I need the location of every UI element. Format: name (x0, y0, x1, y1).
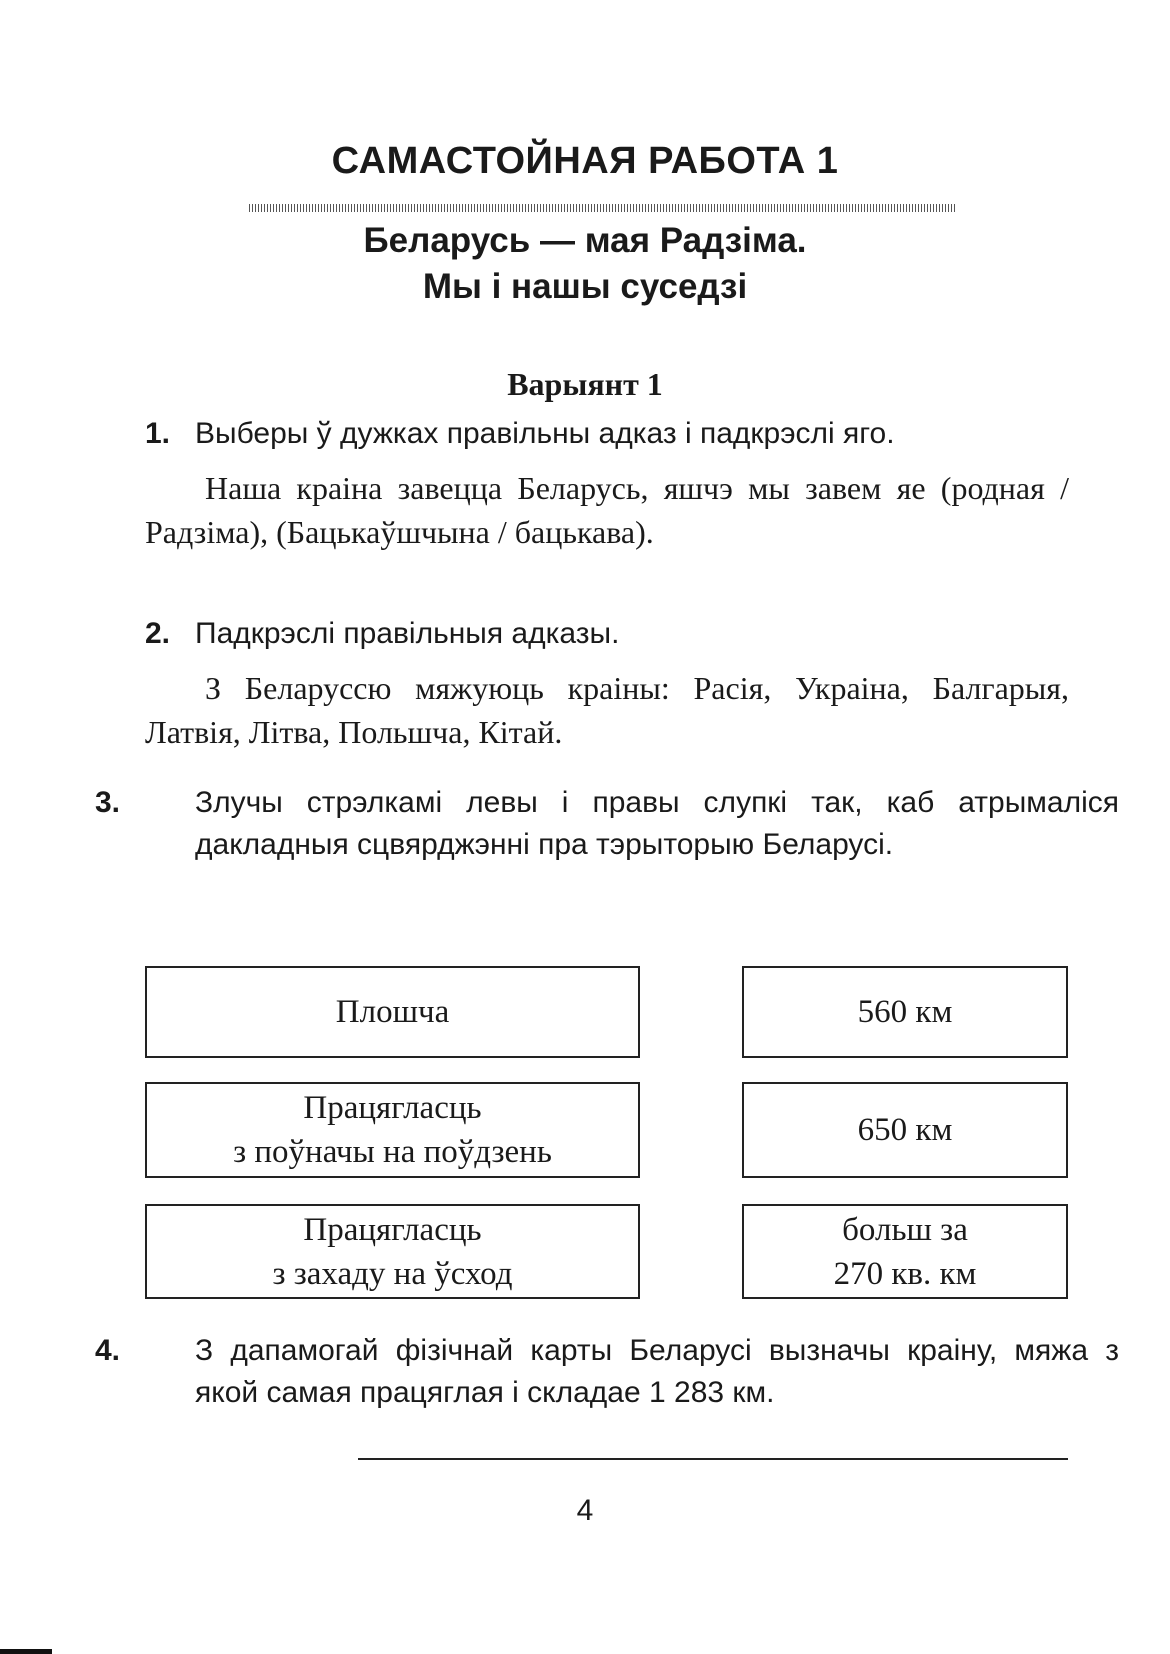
task-text: Злучы стрэлкамі левы і правы слупкі так, каб атрымаліся дакладныя сцвярджэнні пра тэрыторыю Беларусі. (195, 786, 1119, 861)
task-1-text (145, 466, 1069, 554)
left-box-2[interactable] (145, 1082, 640, 1178)
right-box-2[interactable] (742, 1082, 1068, 1178)
box-text: з захаду на ўсход (272, 1255, 513, 1292)
task-1-sentence: Наша краіна завецца Беларусь, яшчэ мы завем яе (родная / Радзіма), (Бацькаўшчына / бацькава). (145, 470, 1069, 550)
title-divider (249, 204, 957, 212)
right-box-1[interactable] (742, 966, 1068, 1058)
task-number: 1. (145, 417, 171, 450)
task-2-instruction (145, 614, 1069, 654)
box-text: з поўначы на поўдзень (233, 1134, 552, 1170)
box-text: Плошча (335, 994, 450, 1030)
topic-title-line-2: Мы і нашы суседзі (422, 267, 748, 306)
answer-line[interactable] (358, 1458, 1068, 1460)
box-text: больш за (842, 1211, 968, 1248)
task-4-instruction (95, 1330, 1119, 1414)
topic-title-line-1: Беларусь — мая Радзіма. (363, 221, 807, 260)
left-box-3[interactable] (145, 1204, 640, 1299)
task-2-sentence: З Беларуссю мяжуюць краіны: Расія, Украіна, Балгарыя, Латвія, Літва, Польшча, Кітай. (145, 670, 1069, 750)
box-text: 650 км (857, 1112, 953, 1148)
task-text: З дапамогай фізічнай карты Беларусі вызначы краіну, мяжа з якой самая працяглая і складае 1 283 км. (195, 1334, 1119, 1409)
right-box-3[interactable] (742, 1204, 1068, 1299)
task-text: Выберы ў дужках правільны адказ і падкрэслі яго. (195, 417, 895, 450)
task-number: 2. (145, 617, 171, 650)
variant-heading: Варыянт 1 (507, 366, 663, 402)
box-text: Працягласць (303, 1211, 482, 1248)
box-text: Працягласць (303, 1090, 482, 1126)
task-3-instruction (95, 782, 1119, 866)
task-number: 4. (95, 1334, 121, 1367)
box-text: 270 кв. км (833, 1255, 977, 1292)
page-number: 4 (576, 1494, 594, 1527)
page-title: САМАСТОЙНАЯ РАБОТА 1 (331, 140, 839, 182)
corner-mark (0, 1649, 52, 1654)
box-text: 560 км (857, 994, 953, 1030)
task-text: Падкрэслі правільныя адказы. (195, 617, 620, 650)
left-box-1[interactable] (145, 966, 640, 1058)
task-number: 3. (95, 786, 121, 819)
task-1-instruction (145, 414, 1069, 454)
task-2-text (145, 666, 1069, 754)
topic-title (0, 218, 1170, 310)
